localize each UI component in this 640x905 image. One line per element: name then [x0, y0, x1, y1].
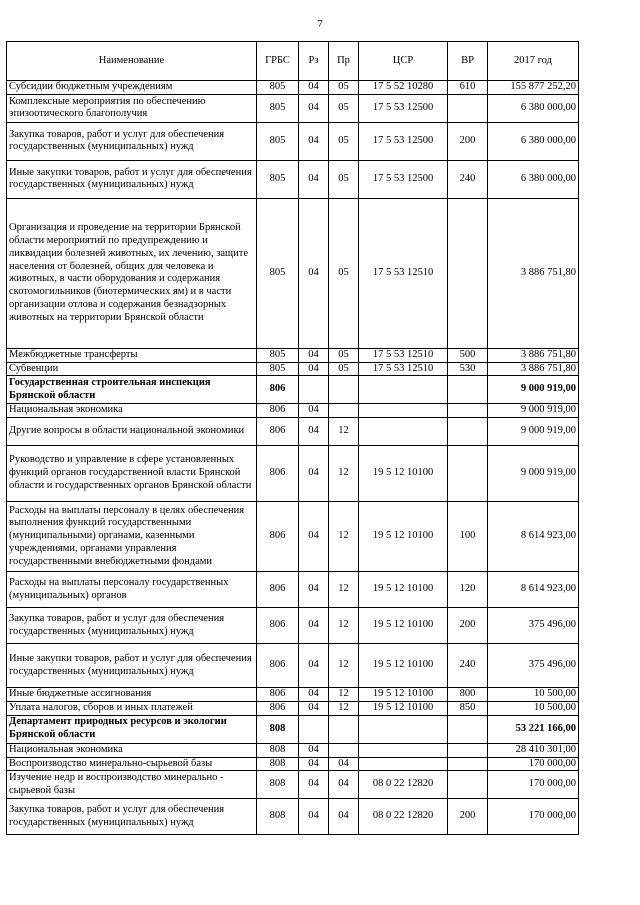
cell-name: Национальная экономика	[7, 743, 257, 757]
cell-grbs: 806	[257, 376, 299, 404]
cell-grbs: 806	[257, 418, 299, 446]
cell-csr: 19 5 12 10100	[359, 644, 448, 688]
cell-grbs: 808	[257, 799, 299, 835]
cell-rz: 04	[299, 771, 329, 799]
cell-pr: 05	[329, 348, 359, 362]
cell-amount: 9 000 919,00	[488, 418, 579, 446]
cell-amount: 53 221 166,00	[488, 715, 579, 743]
cell-pr: 12	[329, 701, 359, 715]
cell-csr	[359, 404, 448, 418]
cell-amount: 155 877 252,20	[488, 81, 579, 95]
cell-pr: 12	[329, 572, 359, 608]
cell-name: Расходы на выплаты персоналу в целях обеспечения выполнения функций государственными (муниципальными) органами, казенными учреждениями, органами управления государственными внебюджетными фондами	[7, 502, 257, 572]
table-row	[7, 743, 579, 757]
table-row	[7, 715, 579, 743]
cell-rz: 04	[299, 418, 329, 446]
cell-grbs: 808	[257, 757, 299, 771]
cell-name: Национальная экономика	[7, 404, 257, 418]
cell-vr: 500	[448, 348, 488, 362]
header-year: 2017 год	[488, 42, 579, 81]
cell-grbs: 806	[257, 701, 299, 715]
cell-vr	[448, 715, 488, 743]
table-row	[7, 404, 579, 418]
cell-csr: 17 5 53 12500	[359, 94, 448, 122]
cell-vr: 120	[448, 572, 488, 608]
cell-amount: 6 380 000,00	[488, 160, 579, 198]
cell-vr	[448, 757, 488, 771]
table-header-row	[7, 42, 579, 81]
cell-pr: 05	[329, 362, 359, 376]
cell-vr: 850	[448, 701, 488, 715]
cell-name: Департамент природных ресурсов и экологии Брянской области	[7, 715, 257, 743]
cell-name: Комплексные мероприятия по обеспечению эпизоотического благополучия	[7, 94, 257, 122]
header-pr: Пр	[329, 42, 359, 81]
cell-pr: 05	[329, 122, 359, 160]
cell-pr: 12	[329, 502, 359, 572]
cell-amount: 375 496,00	[488, 644, 579, 688]
cell-name: Уплата налогов, сборов и иных платежей	[7, 701, 257, 715]
cell-grbs: 805	[257, 362, 299, 376]
table-row	[7, 348, 579, 362]
table-row	[7, 418, 579, 446]
cell-rz: 04	[299, 94, 329, 122]
cell-rz: 04	[299, 608, 329, 644]
cell-rz	[299, 376, 329, 404]
cell-name: Организация и проведение на территории Брянской области мероприятий по предупреждению и ликвидации болезней животных, их лечению, защите населения от болезней, общих для человека и животных, в части оборудования и содержания скотомогильников (биотермических ям) и в части организации отлова и содержания безнадзорных животных на территории Брянской области	[7, 198, 257, 348]
cell-name: Закупка товаров, работ и услуг для обеспечения государственных (муниципальных) нужд	[7, 608, 257, 644]
cell-grbs: 808	[257, 743, 299, 757]
cell-csr: 19 5 12 10100	[359, 701, 448, 715]
cell-grbs: 805	[257, 198, 299, 348]
cell-vr: 200	[448, 799, 488, 835]
cell-grbs: 805	[257, 122, 299, 160]
cell-grbs: 808	[257, 771, 299, 799]
cell-pr: 04	[329, 757, 359, 771]
cell-amount: 9 000 919,00	[488, 404, 579, 418]
cell-vr: 610	[448, 81, 488, 95]
cell-pr: 12	[329, 688, 359, 702]
cell-amount: 3 886 751,80	[488, 348, 579, 362]
cell-csr: 08 0 22 12820	[359, 799, 448, 835]
cell-pr: 05	[329, 160, 359, 198]
table-row	[7, 376, 579, 404]
header-grbs: ГРБС	[257, 42, 299, 81]
cell-vr	[448, 446, 488, 502]
cell-pr	[329, 376, 359, 404]
header-csr: ЦСР	[359, 42, 448, 81]
cell-rz: 04	[299, 81, 329, 95]
cell-vr	[448, 743, 488, 757]
cell-rz: 04	[299, 799, 329, 835]
cell-grbs: 806	[257, 404, 299, 418]
cell-rz: 04	[299, 446, 329, 502]
header-name: Наименование	[7, 42, 257, 81]
cell-pr: 04	[329, 771, 359, 799]
budget-table	[6, 41, 579, 835]
cell-pr	[329, 715, 359, 743]
cell-csr: 17 5 52 10280	[359, 81, 448, 95]
cell-name: Закупка товаров, работ и услуг для обеспечения государственных (муниципальных) нужд	[7, 122, 257, 160]
table-row	[7, 771, 579, 799]
cell-amount: 8 614 923,00	[488, 572, 579, 608]
cell-vr	[448, 771, 488, 799]
cell-rz: 04	[299, 404, 329, 418]
cell-amount: 170 000,00	[488, 771, 579, 799]
cell-pr: 05	[329, 198, 359, 348]
cell-csr: 19 5 12 10100	[359, 608, 448, 644]
cell-csr: 19 5 12 10100	[359, 446, 448, 502]
cell-csr: 17 5 53 12510	[359, 362, 448, 376]
cell-amount: 6 380 000,00	[488, 122, 579, 160]
table-row	[7, 757, 579, 771]
cell-pr: 05	[329, 81, 359, 95]
table-row	[7, 701, 579, 715]
cell-rz: 04	[299, 198, 329, 348]
cell-name: Закупка товаров, работ и услуг для обеспечения государственных (муниципальных) нужд	[7, 799, 257, 835]
table-row	[7, 94, 579, 122]
cell-vr	[448, 198, 488, 348]
cell-csr: 17 5 53 12500	[359, 160, 448, 198]
cell-name: Субвенции	[7, 362, 257, 376]
table-row	[7, 572, 579, 608]
cell-vr: 200	[448, 608, 488, 644]
cell-grbs: 806	[257, 572, 299, 608]
cell-rz: 04	[299, 572, 329, 608]
cell-vr: 530	[448, 362, 488, 376]
cell-amount: 10 500,00	[488, 688, 579, 702]
cell-csr	[359, 418, 448, 446]
cell-name: Иные закупки товаров, работ и услуг для обеспечения государственных (муниципальных) нужд	[7, 160, 257, 198]
cell-name: Иные закупки товаров, работ и услуг для обеспечения государственных (муниципальных) нужд	[7, 644, 257, 688]
cell-grbs: 808	[257, 715, 299, 743]
cell-rz: 04	[299, 701, 329, 715]
cell-amount: 9 000 919,00	[488, 446, 579, 502]
table-row	[7, 502, 579, 572]
cell-vr: 240	[448, 644, 488, 688]
cell-grbs: 805	[257, 94, 299, 122]
cell-name: Иные бюджетные ассигнования	[7, 688, 257, 702]
cell-rz	[299, 715, 329, 743]
cell-name: Государственная строительная инспекция Брянской области	[7, 376, 257, 404]
table-row	[7, 799, 579, 835]
cell-amount: 375 496,00	[488, 608, 579, 644]
table-row	[7, 81, 579, 95]
cell-rz: 04	[299, 362, 329, 376]
table-row	[7, 122, 579, 160]
page-number: 7	[317, 18, 323, 30]
cell-grbs: 806	[257, 502, 299, 572]
cell-name: Субсидии бюджетным учреждениям	[7, 81, 257, 95]
cell-csr: 17 5 53 12500	[359, 122, 448, 160]
cell-csr: 08 0 22 12820	[359, 771, 448, 799]
cell-name: Межбюджетные трансферты	[7, 348, 257, 362]
cell-rz: 04	[299, 743, 329, 757]
table-row	[7, 198, 579, 348]
cell-rz: 04	[299, 160, 329, 198]
table-row	[7, 644, 579, 688]
cell-vr	[448, 376, 488, 404]
cell-pr: 12	[329, 644, 359, 688]
cell-amount: 28 410 301,00	[488, 743, 579, 757]
cell-rz: 04	[299, 122, 329, 160]
cell-name: Изучение недр и воспроизводство минерально - сырьевой базы	[7, 771, 257, 799]
cell-vr	[448, 404, 488, 418]
cell-pr	[329, 743, 359, 757]
cell-vr: 100	[448, 502, 488, 572]
cell-amount: 6 380 000,00	[488, 94, 579, 122]
cell-rz: 04	[299, 688, 329, 702]
cell-csr	[359, 757, 448, 771]
cell-csr: 19 5 12 10100	[359, 572, 448, 608]
cell-pr: 04	[329, 799, 359, 835]
cell-amount: 10 500,00	[488, 701, 579, 715]
cell-name: Руководство и управление в сфере установленных функций органов государственной власти Брянской области и государственных органов Брянской области	[7, 446, 257, 502]
cell-csr: 19 5 12 10100	[359, 502, 448, 572]
cell-pr: 12	[329, 608, 359, 644]
cell-rz: 04	[299, 644, 329, 688]
cell-grbs: 806	[257, 446, 299, 502]
cell-name: Расходы на выплаты персоналу государственных (муниципальных) органов	[7, 572, 257, 608]
table-row	[7, 608, 579, 644]
cell-name: Воспроизводство минерально-сырьевой базы	[7, 757, 257, 771]
cell-vr: 240	[448, 160, 488, 198]
cell-csr	[359, 743, 448, 757]
cell-rz: 04	[299, 502, 329, 572]
cell-vr: 800	[448, 688, 488, 702]
table-row	[7, 446, 579, 502]
cell-grbs: 806	[257, 688, 299, 702]
cell-amount: 8 614 923,00	[488, 502, 579, 572]
header-rz: Рз	[299, 42, 329, 81]
cell-amount: 170 000,00	[488, 799, 579, 835]
cell-amount: 3 886 751,80	[488, 198, 579, 348]
cell-vr	[448, 418, 488, 446]
cell-amount: 9 000 919,00	[488, 376, 579, 404]
cell-pr: 12	[329, 446, 359, 502]
cell-grbs: 805	[257, 348, 299, 362]
cell-grbs: 806	[257, 644, 299, 688]
cell-grbs: 806	[257, 608, 299, 644]
cell-rz: 04	[299, 348, 329, 362]
table-body	[7, 81, 579, 835]
cell-pr: 12	[329, 418, 359, 446]
table-row	[7, 688, 579, 702]
cell-csr	[359, 376, 448, 404]
cell-rz: 04	[299, 757, 329, 771]
cell-amount: 170 000,00	[488, 757, 579, 771]
table-row	[7, 160, 579, 198]
cell-csr: 19 5 12 10100	[359, 688, 448, 702]
table-row	[7, 362, 579, 376]
header-vr: ВР	[448, 42, 488, 81]
cell-grbs: 805	[257, 81, 299, 95]
cell-vr: 200	[448, 122, 488, 160]
cell-name: Другие вопросы в области национальной экономики	[7, 418, 257, 446]
cell-csr: 17 5 53 12510	[359, 198, 448, 348]
cell-pr	[329, 404, 359, 418]
cell-pr: 05	[329, 94, 359, 122]
cell-csr: 17 5 53 12510	[359, 348, 448, 362]
cell-csr	[359, 715, 448, 743]
cell-amount: 3 886 751,80	[488, 362, 579, 376]
cell-grbs: 805	[257, 160, 299, 198]
cell-vr	[448, 94, 488, 122]
